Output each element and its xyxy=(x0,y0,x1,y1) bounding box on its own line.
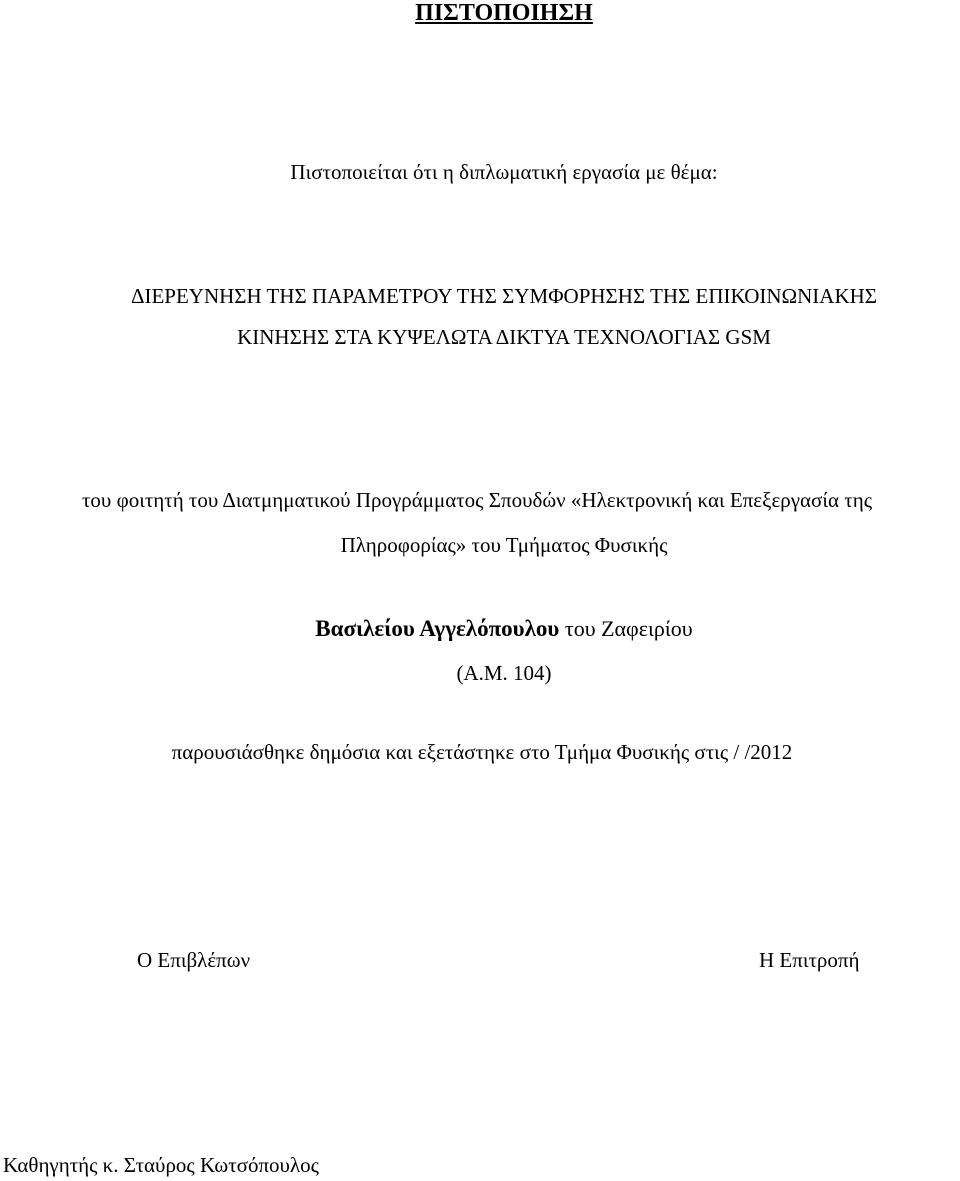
committee-label: Η Επιτροπή xyxy=(759,948,860,972)
registration-number: (Α.Μ. 104) xyxy=(456,661,552,685)
supervisor-label: Ο Επιβλέπων xyxy=(137,948,251,972)
thesis-title-line-2: ΚΙΝΗΣΗΣ ΣΤΑ ΚΥΨΕΛΩΤΑ ΔΙΚΤΥΑ ΤΕΧΝΟΛΟΓΙΑΣ GSM xyxy=(237,325,771,349)
student-line xyxy=(24,617,960,640)
program-line-1: του φοιτητή του Διατμηματικού Προγράμματος Σπουδών «Ηλεκτρονική και Επεξεργασία της xyxy=(81,488,873,512)
thesis-title-line-1: ΔΙΕΡΕΥΝΗΣΗ ΤΗΣ ΠΑΡΑΜΕΤΡΟΥ ΤΗΣ ΣΥΜΦΟΡΗΣΗΣ ΤΗΣ ΕΠΙΚΟΙΝΩΝΙΑΚΗΣ xyxy=(130,284,878,308)
certification-intro: Πιστοποιείται ότι η διπλωματική εργασία με θέμα: xyxy=(290,160,718,184)
program-line-2: Πληροφορίας» του Τμήματος Φυσικής xyxy=(340,533,668,557)
document-title: ΠΙΣΤΟΠΟΙΗΣΗ xyxy=(415,0,593,26)
student-name: Βασιλείου Αγγελόπουλου xyxy=(315,616,560,641)
presented-line: παρουσιάσθηκε δημόσια και εξετάστηκε στο Τμήμα Φυσικής στις / /2012 xyxy=(171,740,793,764)
student-father: του Ζαφειρίου xyxy=(564,616,693,641)
supervisor-name: Καθηγητής κ. Σταύρος Κωτσόπουλος xyxy=(3,1153,319,1177)
